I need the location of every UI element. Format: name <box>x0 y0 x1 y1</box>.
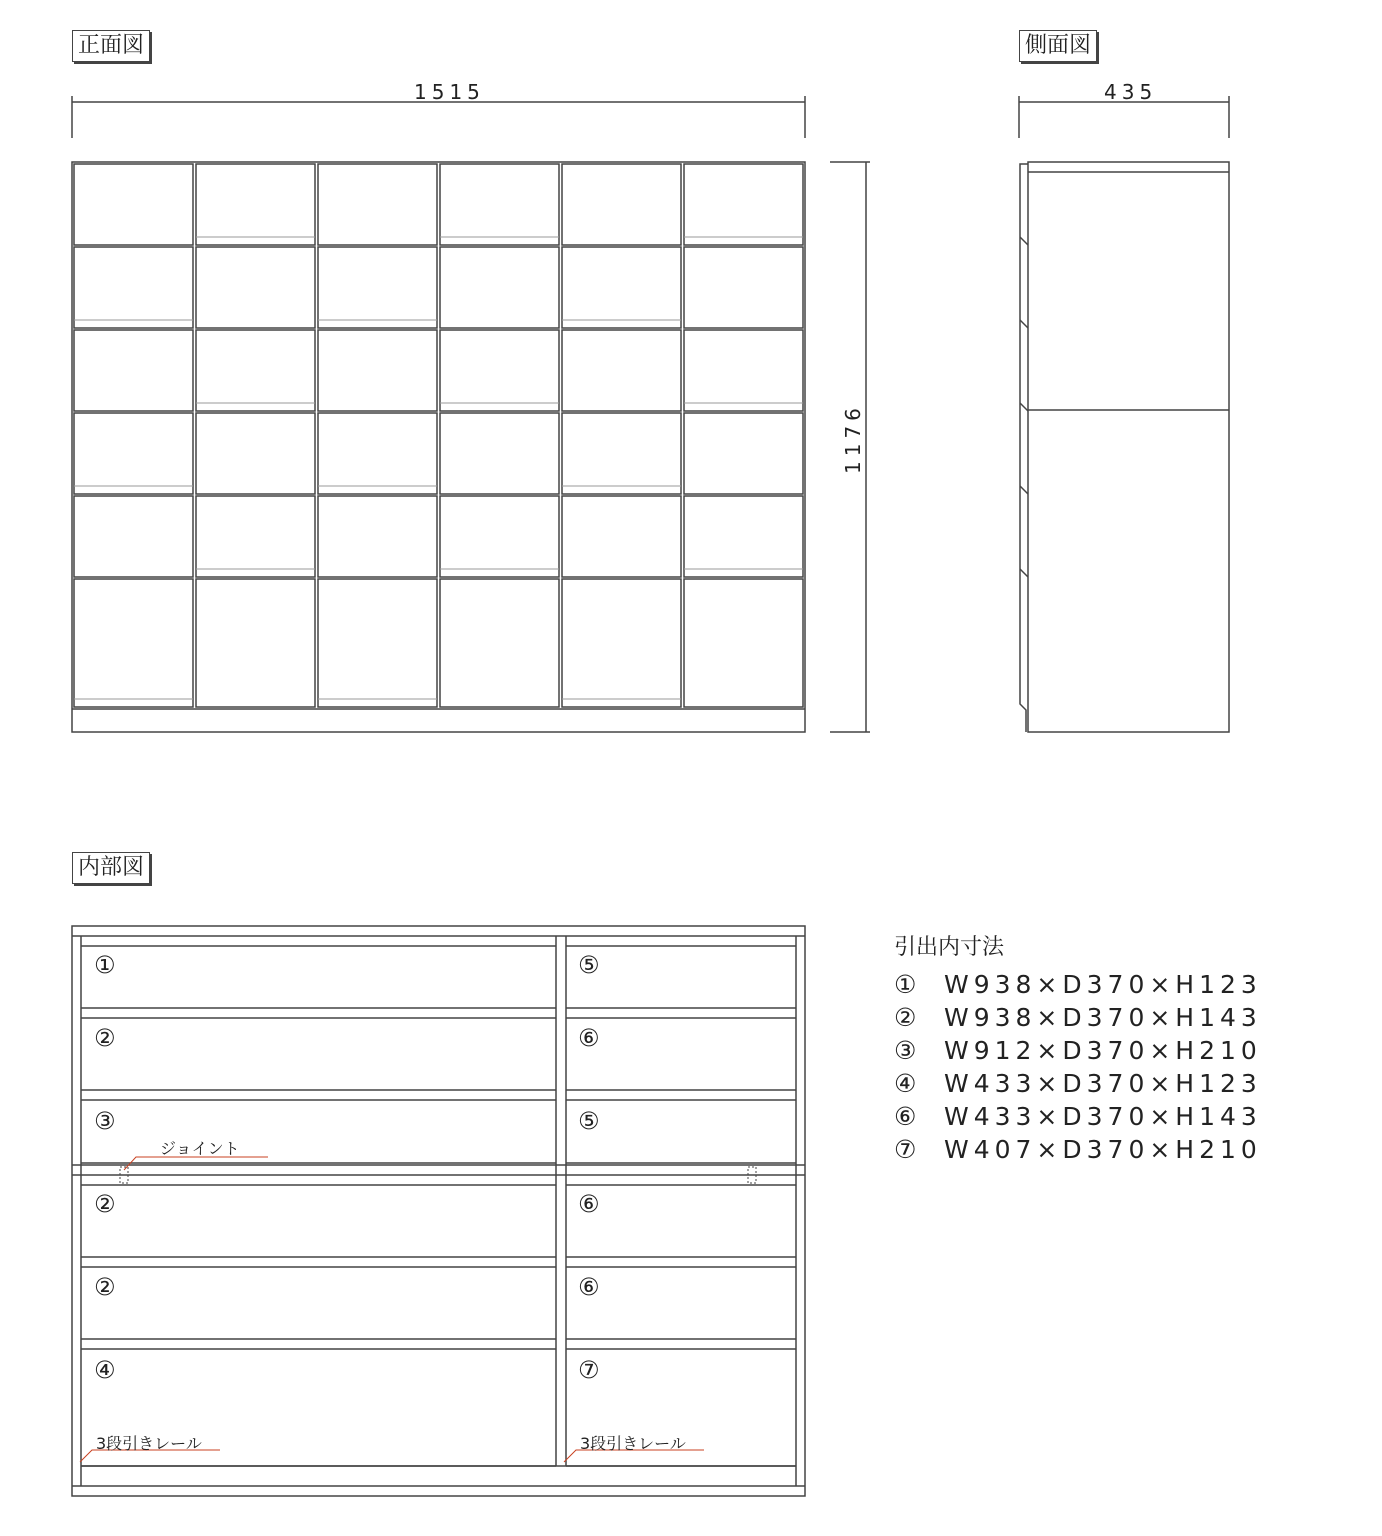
spec-marker: ⑦ <box>894 1135 917 1164</box>
front-drawer-face <box>440 579 559 707</box>
front-drawer-face <box>318 579 437 707</box>
drawer-marker: ① <box>94 951 116 979</box>
spec-value: W407×D370×H210 <box>944 1135 1262 1164</box>
drawer-marker: ⑥ <box>578 1024 600 1052</box>
spec-list <box>894 968 1262 1166</box>
front-drawer-face <box>318 164 437 245</box>
front-drawer-face <box>318 330 437 411</box>
front-drawer-face <box>318 496 437 577</box>
spec-value: W912×D370×H210 <box>944 1036 1262 1065</box>
drawer-marker: ④ <box>94 1356 116 1384</box>
spec-item <box>894 1067 1262 1100</box>
front-drawer-face <box>196 579 315 707</box>
front-drawer-face <box>684 496 803 577</box>
front-drawer-face <box>74 579 193 707</box>
front-drawer-face <box>74 164 193 245</box>
front-view-label: 正面図 <box>72 30 150 62</box>
side-view-label: 側面図 <box>1019 30 1097 62</box>
front-drawer-face <box>684 247 803 328</box>
drawer-marker: ② <box>94 1273 116 1301</box>
spec-marker: ② <box>894 1003 917 1032</box>
front-drawer-face <box>196 496 315 577</box>
front-drawer-face <box>74 496 193 577</box>
drawer-marker: ② <box>94 1024 116 1052</box>
front-drawer-face <box>196 247 315 328</box>
front-drawer-face <box>562 579 681 707</box>
spec-value: W433×D370×H123 <box>944 1069 1262 1098</box>
spec-marker: ③ <box>894 1036 917 1065</box>
spec-title: 引出内寸法 <box>894 935 1005 960</box>
front-drawer-face <box>562 413 681 494</box>
drawer-marker: ⑤ <box>578 951 600 979</box>
drawer-marker: ③ <box>94 1107 116 1135</box>
spec-item <box>894 1100 1262 1133</box>
drawer-marker: ⑥ <box>578 1190 600 1218</box>
front-drawer-face <box>74 247 193 328</box>
front-drawer-face <box>440 164 559 245</box>
front-drawer-face <box>318 247 437 328</box>
joint-note: ジョイント <box>160 1139 240 1158</box>
front-drawer-face <box>684 164 803 245</box>
spec-item <box>894 1133 1262 1166</box>
spec-item <box>894 1034 1262 1067</box>
drawer-marker: ② <box>94 1190 116 1218</box>
side-depth-dimension: 435 <box>1104 80 1158 104</box>
front-drawer-face <box>562 496 681 577</box>
spec-item <box>894 1001 1262 1034</box>
spec-marker: ⑥ <box>894 1102 917 1131</box>
interior-view-label: 内部図 <box>72 852 150 884</box>
spec-marker: ① <box>894 970 917 999</box>
front-drawer-face <box>318 413 437 494</box>
spec-item <box>894 968 1262 1001</box>
front-drawer-face <box>562 330 681 411</box>
rail-note-left: 3段引きレール <box>96 1434 202 1453</box>
front-height-dimension: 1176 <box>841 403 865 474</box>
front-drawer-face <box>74 413 193 494</box>
side-view-outline <box>1020 162 1229 732</box>
spec-value: W938×D370×H143 <box>944 1003 1262 1032</box>
spec-value: W938×D370×H123 <box>944 970 1262 999</box>
front-drawer-face <box>440 330 559 411</box>
interior-drawer-slots <box>81 946 796 1466</box>
drawer-marker: ⑤ <box>578 1107 600 1135</box>
front-drawer-face <box>684 330 803 411</box>
front-view-drawer-grid <box>74 164 803 707</box>
front-drawer-face <box>196 413 315 494</box>
spec-value: W433×D370×H143 <box>944 1102 1262 1131</box>
front-drawer-face <box>684 413 803 494</box>
rail-note-right: 3段引きレール <box>580 1434 686 1453</box>
front-drawer-face <box>562 247 681 328</box>
spec-marker: ④ <box>894 1069 917 1098</box>
interior-view-outline <box>72 926 805 1496</box>
front-drawer-face <box>684 579 803 707</box>
drawer-marker: ⑥ <box>578 1273 600 1301</box>
front-drawer-face <box>440 413 559 494</box>
drawer-marker: ⑦ <box>578 1356 600 1384</box>
front-drawer-face <box>74 330 193 411</box>
front-drawer-face <box>196 164 315 245</box>
front-drawer-face <box>440 247 559 328</box>
front-width-dimension: 1515 <box>414 80 485 104</box>
front-drawer-face <box>196 330 315 411</box>
front-drawer-face <box>562 164 681 245</box>
front-drawer-face <box>440 496 559 577</box>
